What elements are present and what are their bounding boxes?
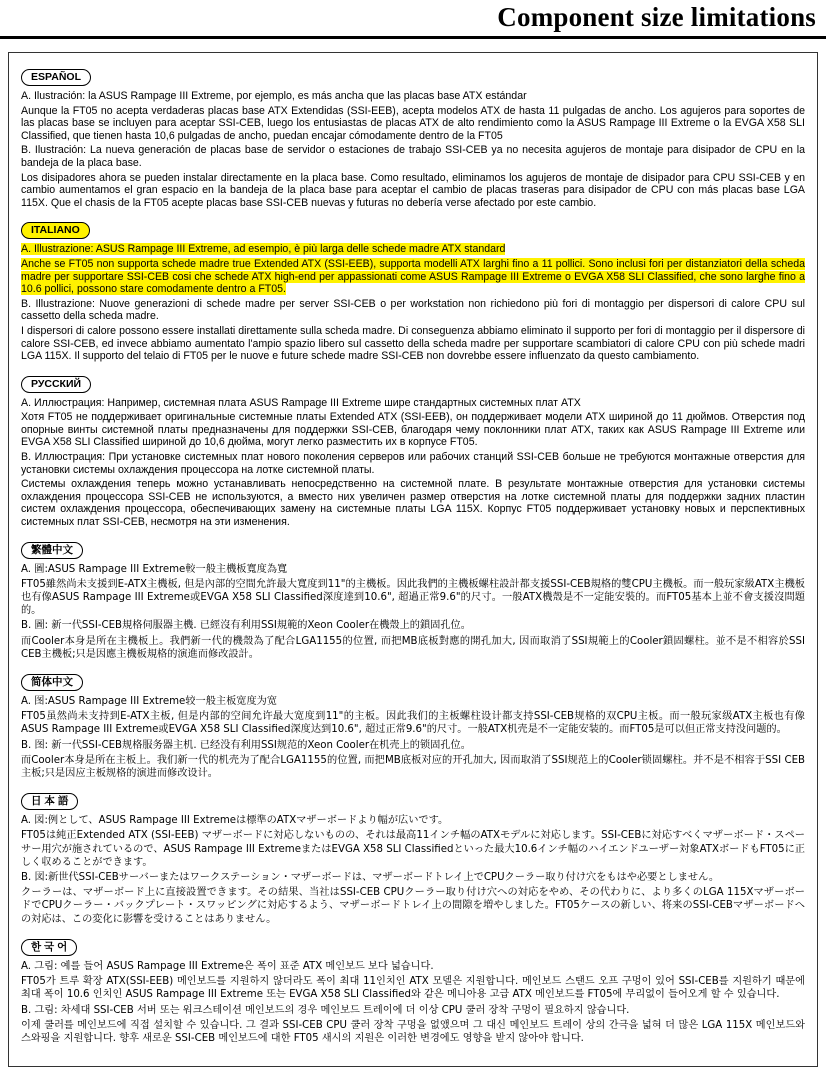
paragraph: B. 그림: 차세대 SSI-CEB 서버 또는 워크스테이션 메인보드의 경우 메인보드 트레이에 더 이상 CPU 쿨러 장착 구멍이 필요하지 않습니다. [21,1004,630,1016]
paragraph: B. Illustrazione: Nuove generazioni di schede madre per server SSI-CEB o per workstation non richiedono più fori di montaggio per dispersori di calore CPU sul cassetto della scheda madre. [21,297,805,323]
language-badge-simplified-chinese: 简体中文 [21,674,83,691]
paragraph: B. Ilustración: La nueva generación de placas base de servidor o estaciones de trabajo SSI-CEB ya no necesita agujeros de montaje para disipador de CPU en la bandeja de la placa base. [21,144,805,169]
language-section-simplified-chinese [21,672,805,780]
paragraph: 而Cooler本身是所在主機板上。我們新一代的機殼為了配合LGA1155的位置, 而把MB底板對應的開孔加大, 因而取消了SSI規範上的Cooler鎖固螺柱。並不是不相容於SSI CEB主機板;只是因應主機板規格的演進而修改設計。 [21,635,805,660]
paragraph: B. Иллюстрация: При установке системных плат нового поколения серверов или рабочих станций SSI-CEB больше не требуются монтажные отверстия для установки системы охлаждения процессора на лотке системной платы. [21,451,805,476]
paragraph: A. Иллюстрация: Например, системная плата ASUS Rampage III Extreme шире стандартных системных плат ATX [21,396,581,409]
paragraph: Хотя FT05 не поддерживает оригинальные системные платы Extended ATX (SSI-EEB), он поддерживает модели ATX шириной до 11 дюймов. Отверстия под опорные винты системной платы предназначены для поддержки SSI-CEB, благодаря чему поклонники плат ATX, таких как ASUS Rampage III Extreme или EVGA X58 SLI Classified шириной до 10,6 дюйма, могут легко разместить их в корпусе FT05. [21,411,805,449]
language-section-russian [21,374,805,529]
language-badge-japanese: 日 本 語 [21,793,78,810]
language-section-espanol [21,67,805,209]
paragraph: A. 图:ASUS Rampage III Extreme较一般主板宽度为宽 [21,696,278,708]
paragraph: Системы охлаждения теперь можно устанавливать непосредственно на системной плате. В результате монтажные отверстия для установки системы охлаждения процессора SSI-CEB не используются, а вместо них увеличен размер отверстия на лотке системной платы для поддержки задних пластин систем охлаждения процессора, обеспечивающих замену на системные платы LGA 115X. Корпус FT05 поддерживает установку новых и перспективных системных плат SSI-CEB, несмотря на эти изменения. [21,478,805,529]
paragraph: FT05は純正Extended ATX (SSI-EEB) マザーボードに対応しないものの、それは最高11インチ幅のATXモデルに対応します。SSI-CEBに対応すべくマザーボード・スペーサー用穴が施されているので、ASUS Rampage III ExtremeまたはEVGA X58 SLI Classifiedといった最大10.6インチ幅のハイエンドユーザー対象ATXボードもFT05に正しく収めることができます。 [21,830,805,868]
header-divider [0,36,826,39]
content-container [8,52,818,1067]
paragraph: I dispersori di calore possono essere installati direttamente sulla scheda madre. Di conseguenza abbiamo eliminato il supporto per fori di montaggio per il dispersore di calore SSI-CEB, ed invece abbiamo aumentato l'ampio spazio libero sul cassetto della scheda madre per supportare scambiatori di calore CPU con più schede madri LGA 115X. Il supporto del telaio di FT05 per le nuove e future schede madre SSI-CEB non dovrebbe essere influenzato da questo cambiamento. [21,324,805,363]
paragraph: クーラーは、マザーボード上に直接設置できます。その結果、当社はSSI-CEB CPUクーラー取り付け穴への対応をやめ、その代わりに、より多くのLGA 115XマザーボードでCPUクーラー・バックプレート・スワッピングに対応するよう、マザーボードトレイ上の間隙を増やしました。FT05ケースの新しい、将来のSSI-CEBマザーボードへの対応は、この変化に影響を受けることはありません。 [21,887,805,925]
paragraph: B. 図:新世代SSI-CEBサーバーまたはワークステーション・マザーボードは、マザーボードトレイ上でCPUクーラー取り付け穴をもはや必要としません。 [21,872,720,884]
language-section-italiano [21,220,805,362]
paragraph: FT05虽然尚未支持到E-ATX主板, 但是内部的空间允许最大宽度到11"的主板。因此我们的主板螺柱设计都支持SSI-CEB规格的双CPU主板。而一般玩家级ATX主板也有像ASUS Rampage III Extreme或EVGA X58 SLI Classified深度达到10.6", 超过正常9.6"的尺寸。一般ATX机壳是不一定能安装的。而FT05是可以但正常支持没问题的。 [21,711,805,736]
paragraph: FT05雖然尚未支援到E-ATX主機板, 但是內部的空間允許最大寬度到11"的主機板。因此我們的主機板螺柱設計都支援SSI-CEB規格的雙CPU主機板。而一般玩家級ATX主機板也有像ASUS Rampage III Extreme或EVGA X58 SLI Classified深度達到10.6", 超過正常9.6"的尺寸。一般ATX機殼是不一定能安裝的。而FT05基本上並不會支援沒問題的。 [21,578,805,617]
paragraph: A. 図:例として、ASUS Rampage III Extremeは標準のATXマザーボードより幅が広いです。 [21,815,449,827]
paragraph: 而Cooler本身是所在主板上。我们新一代的机壳为了配合LGA1155的位置, 而把MB底板对应的开孔加大, 因而取消了SSI规范上的Cooler锁固螺柱。并不是不相容于SSI CEB主板;只是因应主板规格的演进而修改设计。 [21,754,805,780]
language-badge-traditional-chinese: 繁體中文 [21,542,83,559]
paragraph [21,258,805,296]
highlighted-text: Anche se FT05 non supporta schede madre true Extended ATX (SSI-EEB), supporta modelli ATX larghi fino a 11 pollici. Sono inclusi fori per distanziatori della scheda madre per supportare SSI-CEB cosi che schede ATX high-end per appassionati come ASUS Rampage III Extreme o EVGA X58 SLI Classified, che sono larghe fino a 10.6 pollici, possono stare comodamente dentro a FT05. [21,257,805,296]
page-header [0,0,826,44]
paragraph: Aunque la FT05 no acepta verdaderas placas base ATX Extendidas (SSI-EEB), acepta modelos ATX de hasta 11 pulgadas de ancho. Los agujeros para soportes de las placas base se incluyen para aceptar SSI-CEB, luego los entusiastas de placas ATX de alto rendimiento como la ASUS Rampage III Extreme o la EVGA X58 SLI Classified, que tienen hasta 10,6 pulgadas de ancho, puedan encajar cómodamente dentro de la FT05 [21,104,805,142]
paragraph: 이제 쿨러를 메인보드에 직접 설치할 수 있습니다. 그 결과 SSI-CEB CPU 쿨러 장착 구멍을 없앴으며 그 대신 메인보드 트레이 상의 간극을 넓혀 더 많은 LGA 115X 메인보드와 스와핑을 지원합니다. 향후 새로운 SSI-CEB 메인보드에 대한 FT05 새시의 지원은 이러한 변경에도 영향을 받지 않아야 합니다. [21,1019,805,1044]
paragraph: A. 그림: 예를 들어 ASUS Rampage III Extreme은 폭이 표준 ATX 메인보드 보다 넓습니다. [21,960,434,972]
language-section-japanese [21,791,805,926]
paragraph: FT05가 트루 확장 ATX(SSI-EEB) 메인보드를 지원하지 않더라도 폭이 최대 11인치인 ATX 모델은 지원합니다. 메인보드 스탠드 오프 구멍이 있어 SSI-CEB를 지원하기 때문에 최대 폭이 10.6 인치인 ASUS Rampage III Extreme 또는 EVGA X58 SLI Classified와 같은 메니아용 고급 ATX 메인보드를 FT05에 무리없이 들어오게 할 수 있습니다. [21,976,805,1001]
paragraph [21,243,805,256]
page-title: Component size limitations [497,2,816,32]
language-section-korean [21,937,805,1045]
highlighted-text: A. Illustrazione: ASUS Rampage III Extreme, ad esempio, è più larga delle schede madre ATX standard [21,243,506,256]
paragraph: B. 圖: 新一代SSI-CEB規格伺服器主機. 已經沒有利用SSI規範的Xeon Cooler在機殼上的鎖固孔位。 [21,620,471,632]
language-badge-espanol: ESPAÑOL [21,69,91,86]
paragraph: Los disipadores ahora se pueden instalar directamente en la placa base. Como resultado, eliminamos los agujeros de montaje de disipador para CPU SSI-CEB y en cambio aumentamos el gran espacio en la bandeja de la placa base para aceptar el cambio de placas traseras para disipador de CPU con más placas base LGA 115X. Que el chasis de la FT05 acepte placas base SSI-CEB nuevas y futuras no debería verse afectado por este cambio. [21,171,805,209]
paragraph: B. 图: 新一代SSI-CEB规格服务器主机. 已经没有利用SSI规范的Xeon Cooler在机壳上的锁固孔位。 [21,739,471,751]
paragraph: A. 圖:ASUS Rampage III Extreme較一般主機板寬度為寬 [21,563,288,575]
language-badge-italiano: ITALIANO [21,222,90,239]
language-section-traditional-chinese [21,540,805,661]
language-badge-korean: 한 국 어 [21,939,77,956]
paragraph: A. Ilustración: la ASUS Rampage III Extreme, por ejemplo, es más ancha que las placas base ATX estándar [21,90,527,102]
language-badge-russian: РУССКИЙ [21,376,91,393]
